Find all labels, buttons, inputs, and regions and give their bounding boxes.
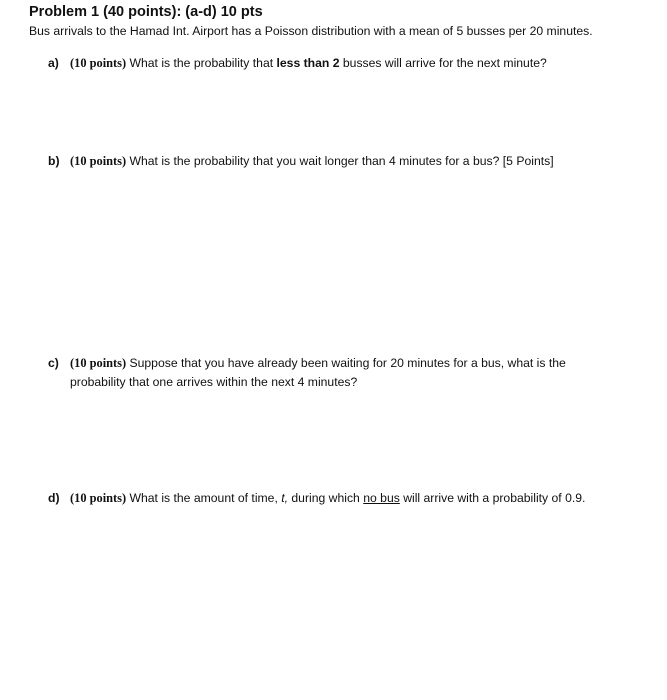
problem-intro: Bus arrivals to the Hamad Int. Airport has a Poisson distribution with a mean of 5 busses per 20 minutes.	[29, 24, 593, 38]
question-d	[48, 489, 648, 508]
question-a-text-before: What is the probability that	[126, 56, 277, 70]
question-b-letter: b)	[48, 154, 60, 168]
question-a-points: (10 points)	[70, 56, 127, 70]
question-d-points: (10 points)	[70, 491, 127, 505]
question-b-body	[70, 152, 648, 171]
question-c-body	[70, 354, 648, 392]
question-d-body	[70, 489, 648, 508]
question-d-text-middle: during which	[288, 491, 364, 505]
question-c-points: (10 points)	[70, 356, 127, 370]
question-a-letter: a)	[48, 56, 59, 70]
question-b-points: (10 points)	[70, 154, 127, 168]
question-d-text-after: will arrive with a probability of 0.9.	[399, 491, 586, 505]
question-b	[48, 152, 648, 171]
question-d-variable: t,	[281, 491, 289, 505]
question-d-letter: d)	[48, 491, 60, 505]
question-c-text-line1: Suppose that you have already been waiting for 20 minutes for a bus, what is the	[126, 356, 566, 370]
question-d-underlined: no bus	[363, 491, 400, 505]
question-c	[48, 354, 648, 392]
question-d-text-before: What is the amount of time,	[126, 491, 282, 505]
question-a	[48, 54, 648, 73]
question-b-text: What is the probability that you wait longer than 4 minutes for a bus? [5 Points]	[126, 154, 554, 168]
question-c-text-line2: probability that one arrives within the next 4 minutes?	[70, 375, 358, 389]
problem-title: Problem 1 (40 points): (a-d) 10 pts	[29, 4, 263, 20]
question-a-body	[70, 54, 648, 73]
question-a-emphasis: less than 2	[276, 56, 340, 70]
question-a-text-after: busses will arrive for the next minute?	[339, 56, 547, 70]
question-c-letter: c)	[48, 356, 59, 370]
